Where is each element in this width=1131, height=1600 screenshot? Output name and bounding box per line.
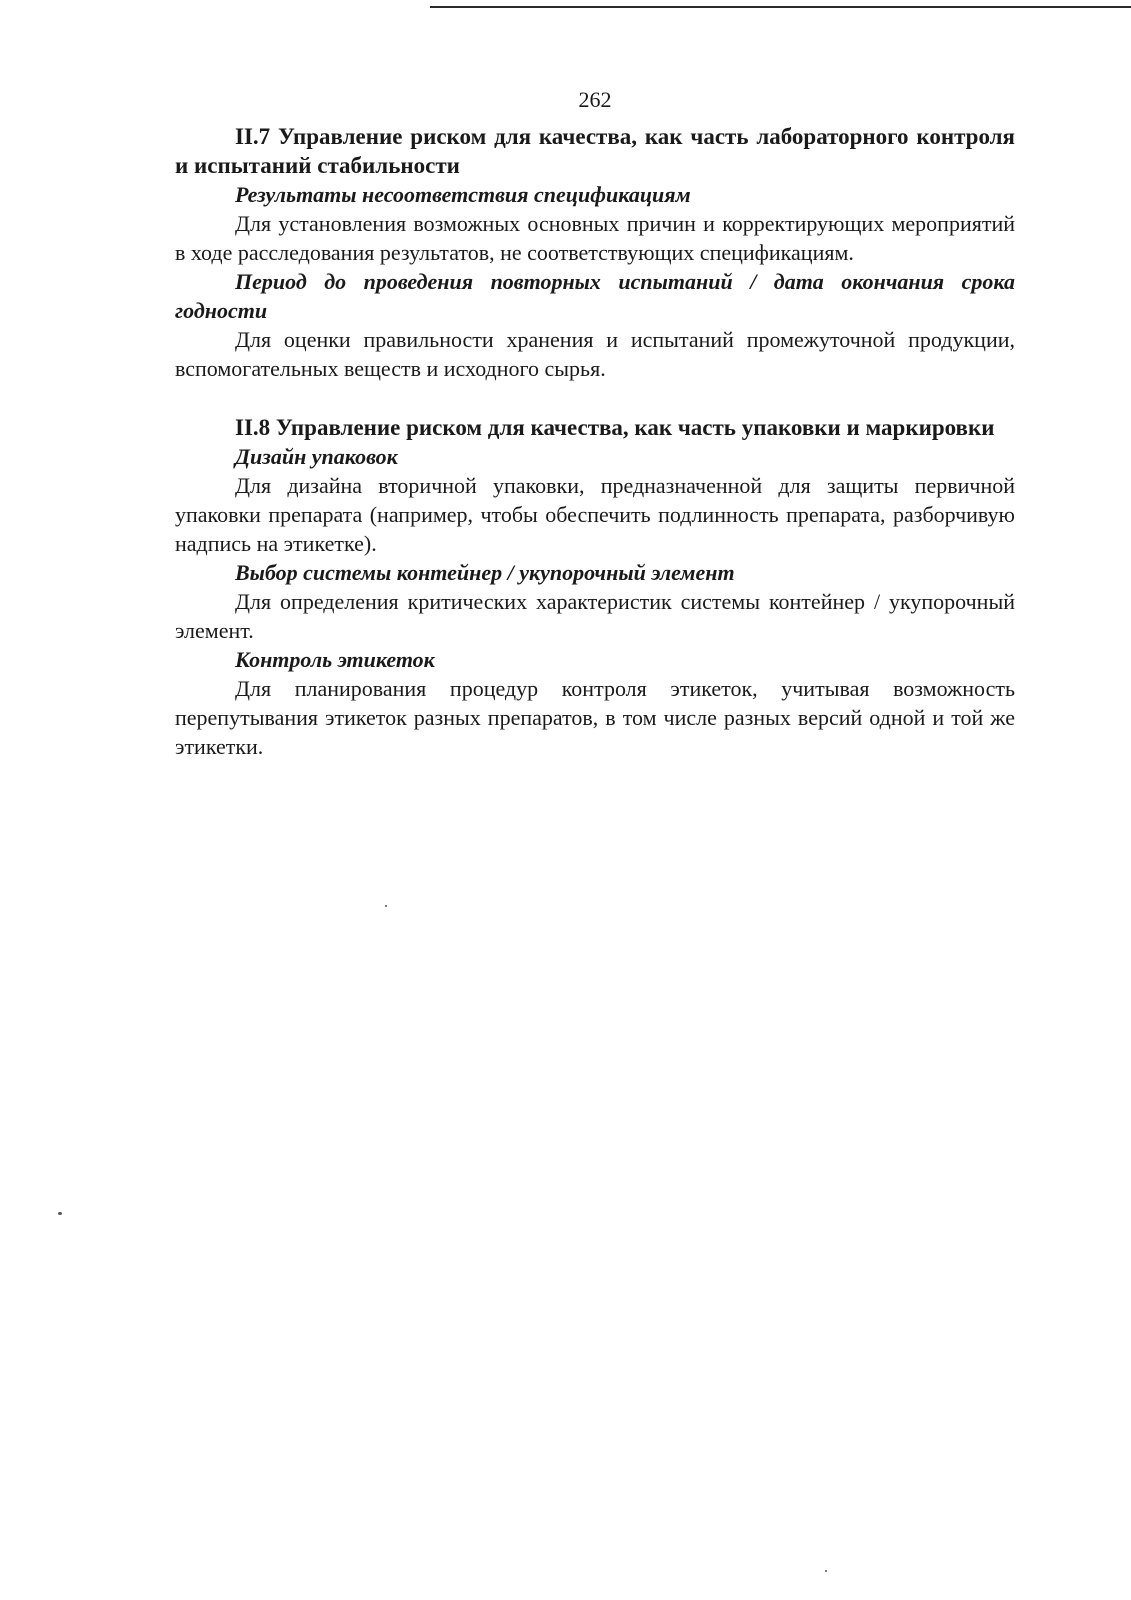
section-ii8 — [175, 413, 1015, 761]
subsection-title: Контроль этикеток — [235, 647, 435, 672]
subsection-text: Для планирования процедур контроля этикеток, учитывая возможность перепутывания этикеток разных препаратов, в том числе разных версий одной и той же этикетки. — [175, 676, 1015, 759]
section-gap — [175, 383, 1015, 413]
page-number: 262 — [578, 87, 612, 112]
section-ii7 — [175, 122, 1015, 383]
scan-speck — [385, 905, 387, 907]
subsection-title: Период до проведения повторных испытаний / дата окончания срока годности — [175, 269, 1015, 323]
subsection-text: Для дизайна вторичной упаковки, предназначенной для защиты первичной упаковки препарата (например, чтобы обеспечить подлинность препарата, разборчивую надпись на этикетке). — [175, 473, 1015, 556]
section-title: II.7 Управление риском для качества, как часть лабораторного контроля и испытаний стабильности — [175, 124, 1015, 178]
scan-speck — [58, 1212, 62, 1215]
subsection-title: Выбор системы контейнер / укупорочный элемент — [235, 560, 735, 585]
subsection-text: Для установления возможных основных причин и корректирующих мероприятий в ходе расследования результатов, не соответствующих спецификациям. — [175, 211, 1015, 265]
subsection-title: Дизайн упаковок — [235, 444, 398, 469]
document-page — [175, 84, 1015, 761]
subsection-text: Для оценки правильности хранения и испытаний промежуточной продукции, вспомогательных веществ и исходного сырья. — [175, 327, 1015, 381]
scan-edge-line — [430, 6, 1131, 8]
subsection-title: Результаты несоответствия спецификациям — [235, 182, 691, 207]
subsection-text: Для определения критических характеристик системы контейнер / укупорочный элемент. — [175, 589, 1015, 643]
section-title: II.8 Управление риском для качества, как часть упаковки и маркировки — [235, 415, 995, 440]
scan-speck — [825, 1570, 827, 1572]
